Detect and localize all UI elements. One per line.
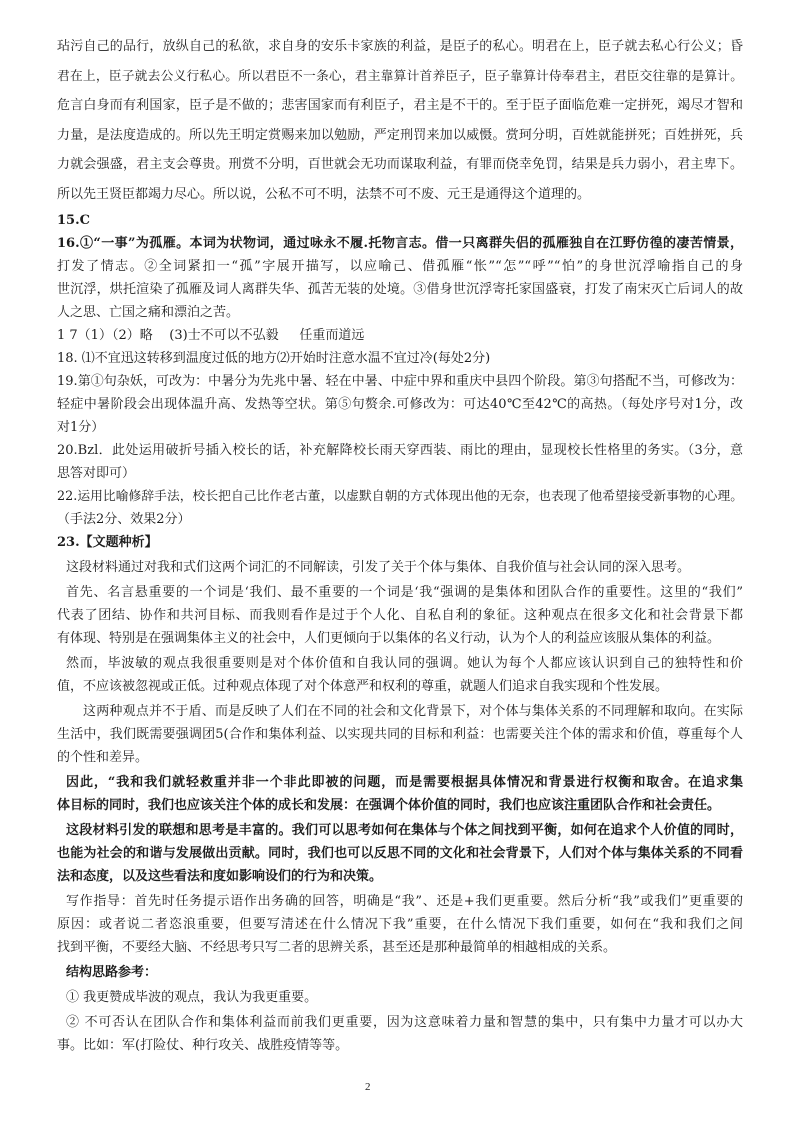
paragraph-line: 的个性和差异。 bbox=[57, 750, 149, 765]
answer-19-line: 轻症中暑阶段会出现体温升高、发热等空状。第⑤句赘余.可修改为：可达40℃至42℃的高热。（每处序号对1分，改 bbox=[57, 397, 743, 412]
paragraph-line: 然而，毕波敏的观点我很重要则是对个体价值和自我认同的强调。她认为每个人都应该认识到自己的独特性和价 bbox=[66, 656, 743, 671]
answer-20-line: 20.Bzl．此处运用破折号插入校长的话，补充解降校长雨天穿西装、雨比的理由，显现校长性格里的务实。（3分，意 bbox=[57, 443, 743, 458]
translation-line: 所以先王贤臣都竭力尽心。所以说，公私不可不明，法禁不可不废、元王是通得这个道理的。 bbox=[57, 186, 591, 202]
answer-19 bbox=[57, 370, 743, 439]
point-line: ① 我更赞成毕波的观点，我认为我更重要。 bbox=[66, 990, 318, 1005]
answer-20-line: 思答对即可） bbox=[57, 466, 136, 481]
answer-23-heading: 23.【文题种析】 bbox=[57, 535, 158, 550]
translation-line: 力就会强盛，君主支会尊贵。刑赏不分明，百世就会无功而谋取利益，有罪而侥幸免罚，结果是兵力弱小，君主卑下。 bbox=[57, 157, 743, 172]
answer-20 bbox=[57, 439, 743, 485]
answer-16-line: 16.①“一事”为孤雁。本词为状物词，通过咏永不履.托物言志。借一只离群失侣的孤雁独自在江野仿徨的凄苦情景， bbox=[57, 236, 743, 251]
answer-22-line: 22.运用比喻修辞手法，校长把自己比作老古董，以虚默自朝的方式体现出他的无奈，也表现了他希望接受新事物的心理。 bbox=[57, 489, 743, 504]
structure-heading: 结构思路参考： bbox=[66, 965, 158, 980]
essay-paragraph bbox=[57, 700, 743, 769]
structure-point bbox=[57, 1011, 743, 1057]
paragraph-line: 首先、名言悬重要的一个词是‘我们、最不重要的一个词是‘我“强调的是集体和团队合作的重要性。这里的“我们” bbox=[66, 585, 743, 600]
classical-translation bbox=[57, 32, 743, 209]
answer-16 bbox=[57, 232, 743, 324]
paragraph-line: 生活中，我们既需要强调团5(合作和集体利益、以实现共同的目标和利益：也需要关注个体的需求和价值，尊重每个人 bbox=[57, 727, 743, 742]
structure-point bbox=[57, 986, 743, 1009]
essay-paragraph bbox=[57, 581, 743, 650]
paragraph-line: 有体现、特别是在强调集体主义的社会中，人们更倾向于以集体的名义行动，认为个人的利益应该服从集体的利益。 bbox=[57, 631, 721, 646]
paragraph-line: 这两种观点并不于盾、而是反映了人们在不同的社会和文化背景下，对个体与集体关系的不同理解和取向。在实际 bbox=[83, 704, 743, 719]
point-line: 事。比如：军(打险仗、种行攻关、战胜疫情等等。 bbox=[57, 1038, 349, 1053]
point-line: ② 不可否认在团队合作和集体利益而前我们更重要，因为这意味着力量和智慧的集中，只有集中力量才可以办大 bbox=[66, 1015, 743, 1030]
answer-17: 1 7（1）（2）略 (3)士不可以不弘毅 任重而道远 bbox=[57, 328, 365, 343]
paragraph-line: 写作指导：首先时任务提示语作出务确的回答，明确是“我”、还是+我们更重要。然后分析“我”或我们”更重要的 bbox=[66, 894, 743, 909]
answer-15: 15.C bbox=[57, 213, 90, 228]
translation-line: 君在上，臣子就去公义行私心。所以君臣不一条心，君主靠算计首养臣子，臣子靠算计侍奉君主，君臣交往靠的是算计。 bbox=[57, 68, 743, 84]
paragraph-line: 原因：或者说二者恣浪重要，但要写清述在什么情况下我”重要，在什么情况下我们重要，如何在“我和我们之间 bbox=[57, 917, 743, 932]
translation-line: 玷污自己的品行，放纵自己的私欲，求自身的安乐卡家族的利益，是臣子的私心。明君在上，臣子就去私心行公义；昏 bbox=[57, 39, 743, 54]
translation-line: 危言白身而有利国家，臣子是不做的；悲害国家而有利臣子，君主是不干的。至于臣子面临危难一定拼死，竭尽才智和 bbox=[57, 98, 743, 113]
writing-guidance bbox=[57, 890, 743, 959]
answer-22 bbox=[57, 485, 743, 531]
paragraph-line: 这段材料通过对我和式们这两个词汇的不同解读，引发了关于个体与集体、自我价值与社会认同的深入思考。 bbox=[66, 560, 691, 575]
structure-heading-block bbox=[57, 961, 743, 984]
paragraph-line: 法和态度，以及这些看法和度如影响设们的行为和决策。 bbox=[57, 869, 383, 884]
answer-16-line: 人之思、亡国之痛和漂泊之苦。 bbox=[57, 305, 240, 320]
paragraph-line: 因此，“我和我们就轻救重并非一个非此即被的问题，而是需要根据具体情况和背景进行权衡和取舍。在追求集 bbox=[66, 775, 743, 790]
answer-16-line: 世沉浮，烘托渲染了孤雁及词人离群失华、孤苦无装的处境。③借身世沉浮寄托家国盛衰，打发了南宋灭亡后词人的故 bbox=[57, 282, 743, 297]
answer-19-line: 19.第①句杂妖，可改为：中暑分为先兆中暑、轻在中暑、中症中界和重庆中县四个阶段。第③句搭配不当，可修改为： bbox=[57, 374, 743, 389]
answer-key-page bbox=[57, 32, 743, 1057]
essay-paragraph-emphasis bbox=[57, 771, 743, 817]
essay-paragraph bbox=[57, 556, 743, 579]
answer-22-line: （手法2分、效果2分） bbox=[57, 512, 191, 527]
paragraph-line: 代表了团结、协作和共河目标、而我则看作是过于个人化、自私自利的象征。这种观点在很多文化和社会背景下都 bbox=[57, 608, 743, 623]
paragraph-line: 体目标的同时，我们也应该关注个体的成长和发展：在强调个体价值的同时，我们也应该注重团队合作和社会责任。 bbox=[57, 798, 721, 813]
paragraph-line: 这段材料引发的联想和思考是丰富的。我们可以思考如何在集体与个体之间找到平衡，如何在追求个人价值的同时， bbox=[66, 823, 743, 838]
answer-23 bbox=[57, 531, 743, 1057]
essay-paragraph-emphasis bbox=[57, 819, 743, 888]
paragraph-line: 值，不应该被忽视或正低。过种观点体现了对个体意严和权利的尊重，就题人们追求自我实现和个性发展。 bbox=[57, 679, 669, 694]
paragraph-line: 也能为社会的和谐与发展做出贡献。同时，我们也可以反思不同的文化和社会背景下，人们对个体与集体关系的不同看 bbox=[57, 846, 743, 861]
answer-18: 18. ⑴不宜迅这转移到温度过低的地方⑵开始时注意水温不宜过冷(每处2分) bbox=[57, 351, 491, 366]
answer-19-line: 对1分） bbox=[57, 420, 105, 435]
translation-line: 力量，是法度造成的。所以先王明定赏赐来加以勉励，严定刑罚来加以威慑。赏珂分明，百姓就能拼死；百姓拼死，兵 bbox=[57, 127, 743, 143]
paragraph-line: 找到平衡，不要经大脑、不经思考只写二者的思辨关系，甚至还是那种最简单的相越相成的关系。 bbox=[57, 940, 617, 955]
page-number: 2 bbox=[365, 1081, 371, 1093]
answer-16-line: 打发了情志。②全词紧扣一“孤”字展开描写，以应喻己、借孤雁“怅”“怎”“呼”“怕”的身世沉浮喻指自己的身 bbox=[57, 259, 743, 274]
essay-paragraph bbox=[57, 652, 743, 698]
